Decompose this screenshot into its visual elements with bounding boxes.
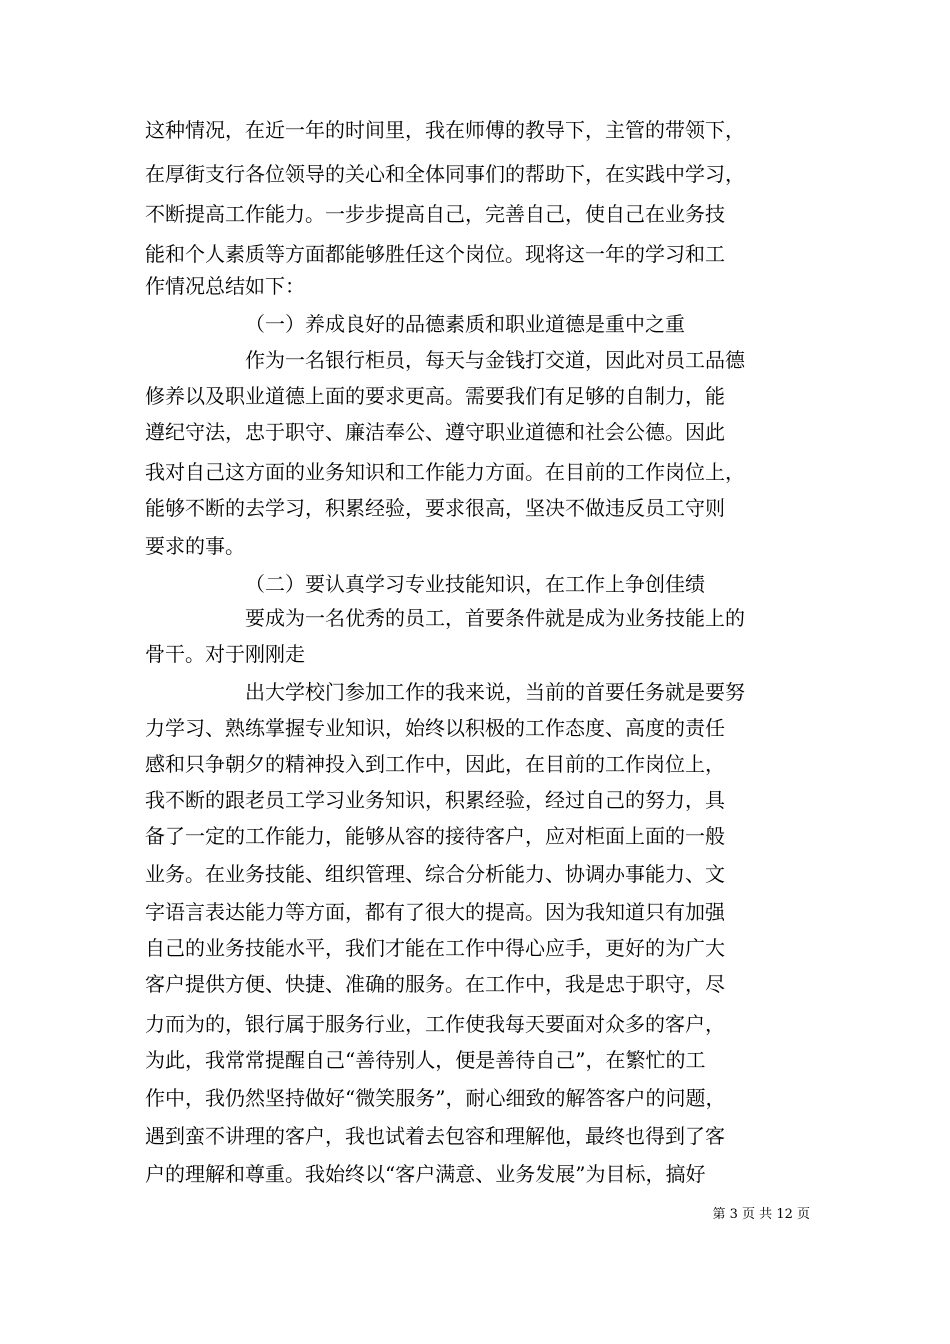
paragraph-line: 备了一定的工作能力，能够从容的接待客户，应对柜面上面的一般 — [145, 824, 725, 848]
paragraph-line: 我对自己这方面的业务知识和工作能力方面。在目前的工作岗位上， — [145, 460, 745, 484]
paragraph-line: 骨干。对于刚刚走 — [145, 642, 305, 666]
paragraph-line: 为此，我常常提醒自己“善待别人，便是善待自己”，在繁忙的工 — [145, 1048, 706, 1072]
section-heading-2: （二）要认真学习专业技能知识，在工作上争创佳绩 — [245, 572, 705, 596]
paragraph-line: 作情况总结如下： — [145, 274, 305, 298]
paragraph-line: 要成为一名优秀的员工，首要条件就是成为业务技能上的 — [245, 606, 745, 630]
paragraph-line: 遵纪守法，忠于职守、廉洁奉公、遵守职业道德和社会公德。因此 — [145, 420, 725, 444]
paragraph-line: 力而为的，银行属于服务行业，工作使我每天要面对众多的客户， — [145, 1012, 725, 1036]
paragraph-line: 作为一名银行柜员，每天与金钱打交道，因此对员工品德 — [245, 348, 745, 372]
paragraph-line: 业务。在业务技能、组织管理、综合分析能力、协调办事能力、文 — [145, 862, 725, 886]
paragraph-line: 在厚街支行各位领导的关心和全体同事们的帮助下，在实践中学习， — [145, 162, 745, 186]
paragraph-line: 字语言表达能力等方面，都有了很大的提高。因为我知道只有加强 — [145, 900, 725, 924]
paragraph-line: 力学习、熟练掌握专业知识，始终以积极的工作态度、高度的责任 — [145, 716, 725, 740]
paragraph-line: 这种情况，在近一年的时间里，我在师傅的教导下，主管的带领下， — [145, 118, 745, 142]
paragraph-line: 出大学校门参加工作的我来说，当前的首要任务就是要努 — [245, 680, 745, 704]
paragraph-line: 感和只争朝夕的精神投入到工作中，因此，在目前的工作岗位上， — [145, 752, 725, 776]
page-number-text: 第 3 页 共 12 页 — [712, 1207, 810, 1222]
paragraph-line: 遇到蛮不讲理的客户，我也试着去包容和理解他，最终也得到了客 — [145, 1124, 725, 1148]
section-heading-1: （一）养成良好的品德素质和职业道德是重中之重 — [245, 312, 685, 336]
paragraph-line: 不断提高工作能力。一步步提高自己，完善自己，使自己在业务技 — [145, 202, 725, 226]
paragraph-line: 要求的事。 — [145, 534, 245, 558]
paragraph-line: 能够不断的去学习，积累经验，要求很高，坚决不做违反员工守则 — [145, 496, 725, 520]
page-number-footer — [690, 1206, 810, 1224]
paragraph-line: 修养以及职业道德上面的要求更高。需要我们有足够的自制力，能 — [145, 384, 725, 408]
paragraph-line: 作中，我仍然坚持做好“微笑服务”，耐心细致的解答客户的问题， — [145, 1086, 726, 1110]
paragraph-line: 自己的业务技能水平，我们才能在工作中得心应手，更好的为广大 — [145, 936, 725, 960]
paragraph-line: 我不断的跟老员工学习业务知识，积累经验，经过自己的努力，具 — [145, 788, 725, 812]
paragraph-line: 客户提供方便、快捷、准确的服务。在工作中，我是忠于职守，尽 — [145, 972, 725, 996]
paragraph-line: 户的理解和尊重。我始终以“客户满意、业务发展”为目标，搞好 — [145, 1162, 706, 1186]
paragraph-line: 能和个人素质等方面都能够胜任这个岗位。现将这一年的学习和工 — [145, 242, 725, 266]
